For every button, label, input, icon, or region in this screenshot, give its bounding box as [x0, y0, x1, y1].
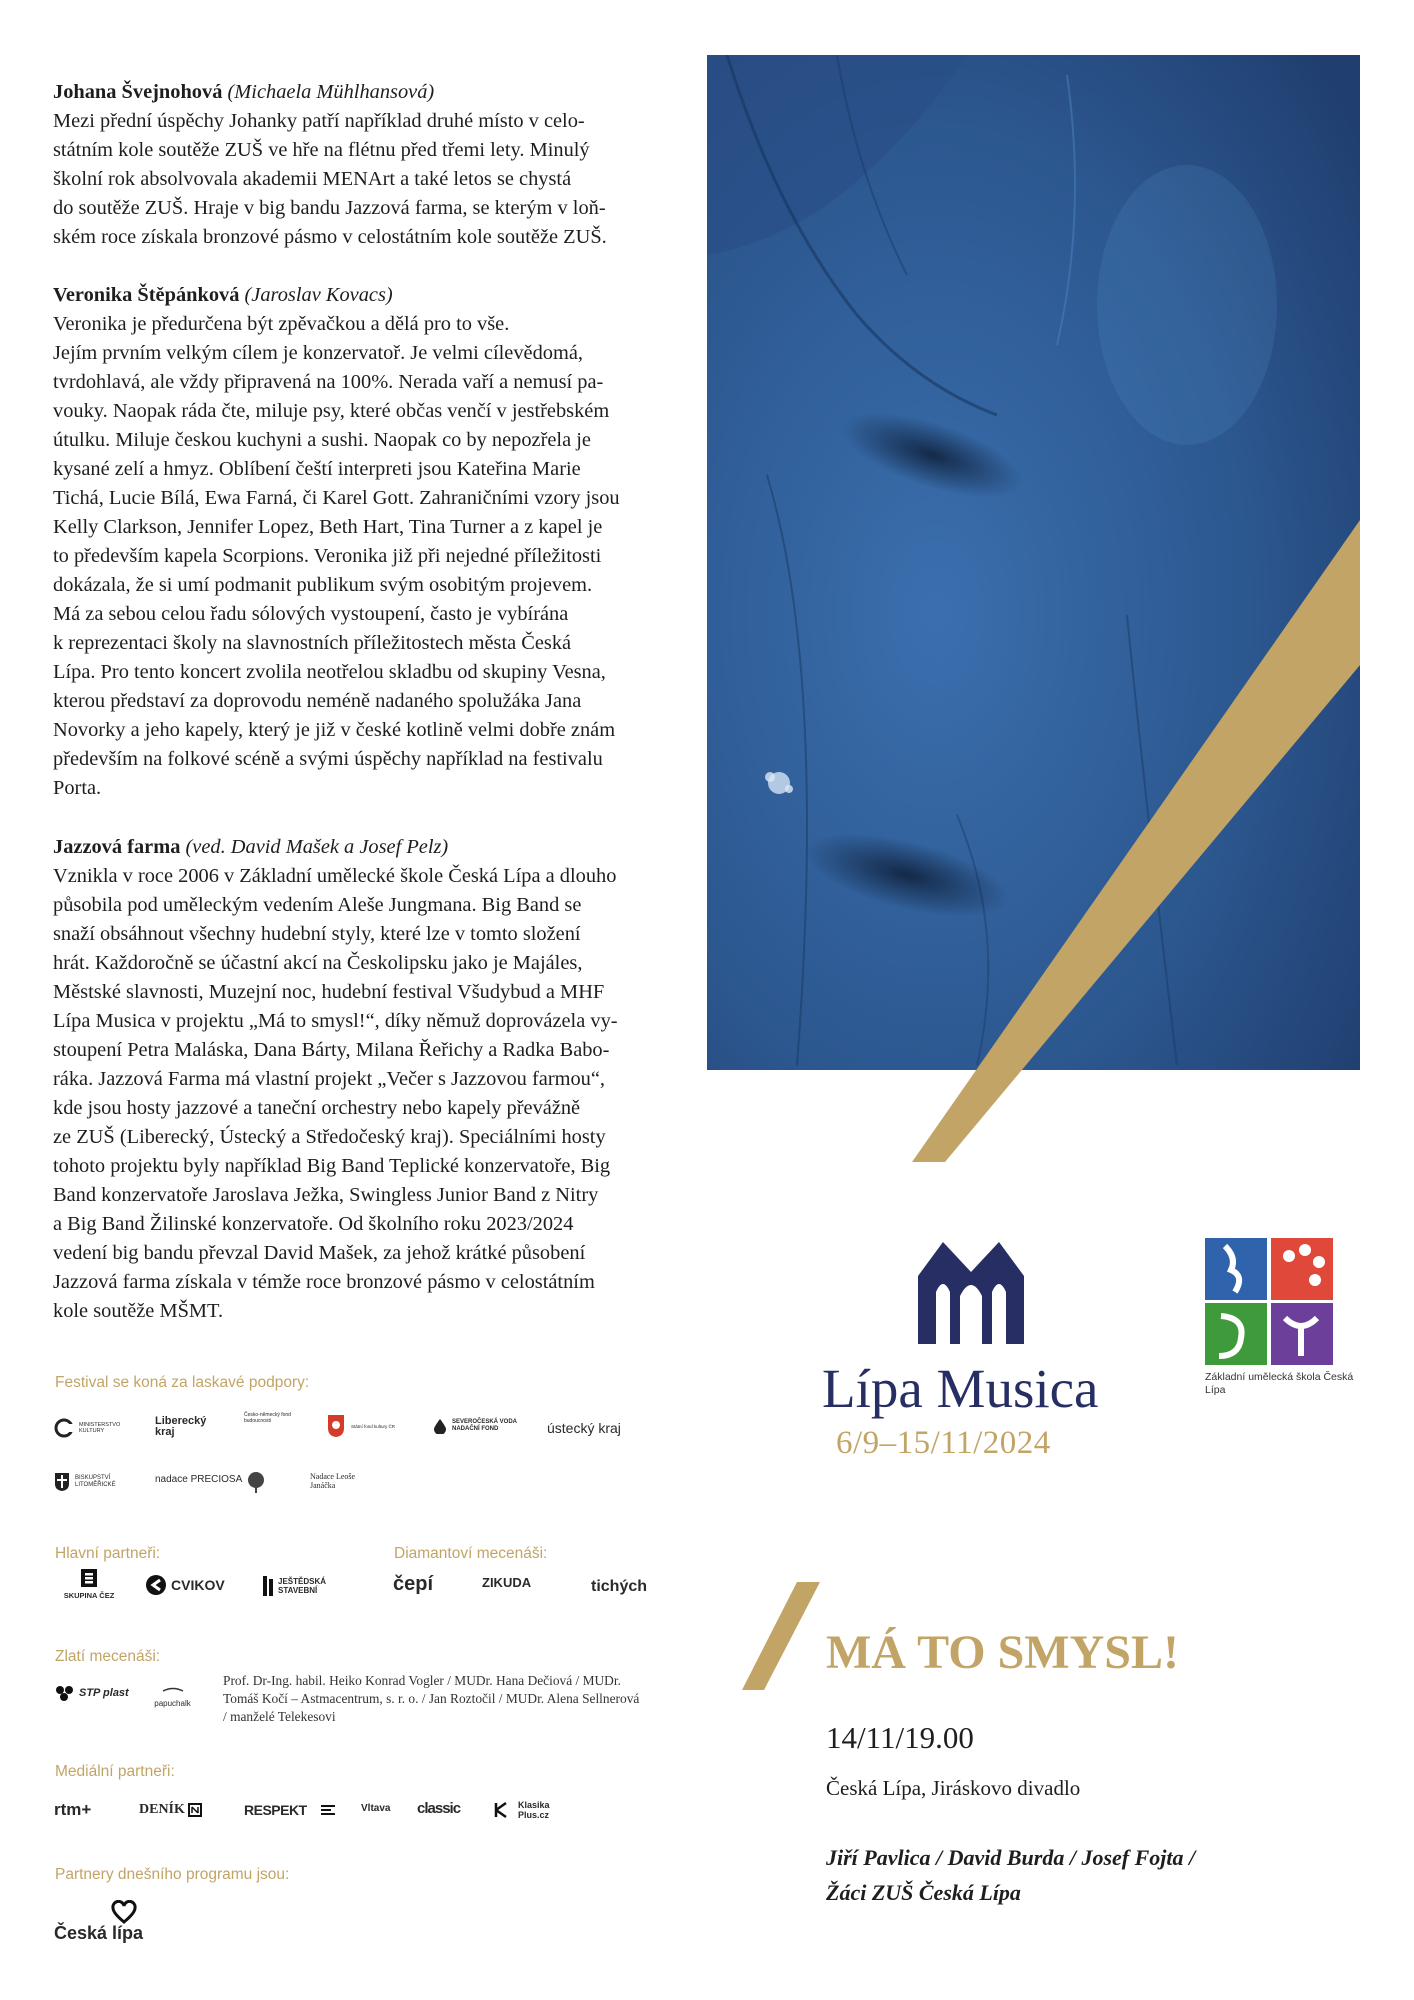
gold-label: Zlatí mecenáši:: [55, 1648, 161, 1665]
bio-line: tvrdohlavá, ale vždy připravená na 100%. Nerada vaří a nemusí pa-: [53, 371, 604, 393]
bio-line: hrát. Každoročně se účastní akcí na Českolipsku jako je Majáles,: [53, 952, 583, 974]
jestedska-icon: [262, 1575, 274, 1597]
ct-logo: [320, 1803, 336, 1821]
bio-line: Jazzová farma získala v témže roce bronzové pásmo v celostátním: [53, 1271, 595, 1293]
bio-name: Jazzová farma: [53, 836, 181, 858]
lipa-musica-arch-icon: [918, 1234, 1024, 1344]
bio-line: vouky. Naopak ráda čte, miluje psy, které občas venčí v jestřebském: [53, 400, 610, 422]
bio-name: Johana Švejnohová: [53, 81, 223, 103]
bird-icon: [161, 1686, 185, 1696]
ceska-lipa-logo: Česká lípa: [54, 1900, 144, 1942]
gold-donors-list: Prof. Dr-Ing. habil. Heiko Konrad Vogler / MUDr. Hana Dečiová / MUDr. Tomáš Kočí – Astmacentrum, s. r. o. / Jan Roztočil / MUDr. Alena Sellnerová / manželé Telekesovi: [223, 1673, 640, 1724]
biskupstvi-logo: BISKUPSTVÍ LITOMĚŘICKÉ: [54, 1472, 130, 1492]
bio-line: Má za sebou celou řadu sólových vystoupení, často je vybírána: [53, 603, 569, 625]
lipa-heart-icon: [111, 1900, 137, 1924]
nadace-preciosa-logo: nadace PRECIOSA: [155, 1474, 243, 1485]
bio-line: snaží obsáhnout všechny hudební styly, které lze v tomto složení: [53, 923, 581, 945]
rtm-logo: rtm+: [54, 1800, 92, 1819]
main-partners-label: Hlavní partneři:: [55, 1545, 161, 1562]
diocese-shield-icon: [54, 1472, 70, 1492]
ministerstvo-icon: [54, 1418, 74, 1438]
bio-line: Lípa Musica v projektu „Má to smysl!“, díky němuž doprovázela vy-: [53, 1010, 618, 1032]
bio-line: stoupení Petra Maláska, Dana Bárty, Milana Řeřichy a Radka Babo-: [53, 1039, 610, 1061]
bio-line: to především kapela Scorpions. Veronika již při nejedné příležitosti: [53, 545, 602, 567]
cez-logo: SKUPINA ČEZ: [54, 1568, 124, 1600]
bio-teacher: (Jaroslav Kovacs): [244, 284, 393, 306]
concert-venue: Česká Lípa, Jiráskovo divadlo: [826, 1776, 1081, 1800]
diamond-label: Diamantoví mecenáši:: [394, 1545, 548, 1562]
bio-line: Band konzervatoře Jaroslava Ježka, Swingless Junior Band z Nitry: [53, 1184, 599, 1206]
denik-icon: [188, 1803, 202, 1817]
gold-slash-mark: [742, 1582, 822, 1692]
bio-line: Vznikla v roce 2006 v Základní umělecké škole Česká Lípa a dlouho: [53, 865, 617, 887]
cvikov-logo: CVIKOV: [145, 1574, 225, 1596]
papuchalk-logo: papuchalk: [145, 1684, 200, 1708]
klasika-icon: [492, 1801, 514, 1819]
media-label: Mediální partneři:: [55, 1763, 175, 1780]
cover-painting: [707, 55, 1360, 1070]
bio-heading: [53, 281, 673, 310]
bio-line: Kelly Clarkson, Jennifer Lopez, Beth Hart, Tina Turner a z kapel je: [53, 516, 603, 538]
zus-logo-icon: [1205, 1238, 1333, 1365]
bio-jazzova-farma: [53, 833, 673, 1326]
bio-line: k reprezentaci školy na slavnostních příležitostech města Česká: [53, 632, 572, 654]
bio-line: ském roce získala bronzové pásmo v celostátním kole soutěže ZUŠ.: [53, 226, 607, 248]
sfk-logo: Státní fond kultury ČR: [327, 1414, 411, 1438]
water-drop-icon: [433, 1418, 447, 1434]
bio-veronika: [53, 281, 673, 803]
festival-name: Lípa Musica: [822, 1358, 1099, 1419]
bio-heading: [53, 78, 673, 107]
bio-line: Městské slavnosti, Muzejní noc, hudební festival Všudybud a MHF: [53, 981, 605, 1003]
bio-teacher: (Michaela Mühlhansová): [227, 81, 435, 103]
bio-line: Mezi přední úspěchy Johanky patří například druhé místo v celo-: [53, 110, 585, 132]
bio-line: a Big Band Žilinské konzervatoře. Od školního roku 2023/2024: [53, 1213, 574, 1235]
bio-line: Porta.: [53, 777, 102, 799]
concert-time: 14/11/19.00: [826, 1720, 974, 1755]
bio-line: kysané zelí a hmyz. Oblíbení čeští interpreti jsou Kateřina Marie: [53, 458, 581, 480]
bio-line: Novorky a jeho kapely, který je již v české kotlině velmi dobře znám: [53, 719, 616, 741]
tree-icon: [244, 1470, 268, 1494]
tichych-logo: tichých: [591, 1578, 648, 1595]
bio-name: Veronika Štěpánková: [53, 284, 240, 306]
bio-line: vedení big bandu převzal David Mašek, za jehož krátké působení: [53, 1242, 586, 1264]
nadace-janacek-logo: Nadace Leoše Janáčka: [310, 1472, 356, 1490]
stp-icon: [54, 1684, 76, 1702]
klasika-plus-logo: Klasika Plus.cz: [492, 1800, 556, 1820]
cepi-logo: čepí: [393, 1573, 434, 1595]
cez-icon: [78, 1568, 100, 1588]
severoceska-voda-logo: SEVEROČESKÁ VODA NADAČNÍ FOND: [433, 1418, 522, 1434]
bio-line: ze ZUŠ (Liberecký, Ústecký a Středočeský kraj). Speciálními hosty: [53, 1126, 606, 1148]
bio-line: tohoto projektu byly například Big Band Teplické konzervatoře, Big: [53, 1155, 611, 1177]
vltava-logo: Vltava: [361, 1803, 391, 1814]
denik-logo: DENÍK: [139, 1803, 202, 1817]
bio-line: do soutěže ZUŠ. Hraje v big bandu Jazzová farma, se kterým v loň-: [53, 197, 606, 219]
zikuda-logo: ZIKUDA: [482, 1575, 532, 1590]
bio-line: Lípa. Pro tento koncert zvolila neotřelou skladbu od skupiny Vesna,: [53, 661, 606, 683]
ustecky-kraj-logo: ústecký kraj: [547, 1420, 621, 1436]
zus-caption: Základní umělecká škola Česká Lípa: [1205, 1371, 1354, 1396]
bio-line: školní rok absolvovala akademii MENArt a také letos se chystá: [53, 168, 572, 190]
bio-johana: [53, 78, 673, 252]
ministerstvo-kultury-logo: MINISTERSTVO KULTURY: [54, 1418, 129, 1438]
bio-line: Tichá, Lucie Bílá, Ewa Farná, či Karel Gott. Zahraničními vzory jsou: [53, 487, 620, 509]
bio-teacher: (ved. David Mašek a Josef Pelz): [185, 836, 449, 858]
czech-lion-icon: [327, 1414, 345, 1438]
festival-dates: 6/9–15/11/2024: [836, 1425, 1051, 1461]
cvikov-icon: [145, 1574, 167, 1596]
concert-title: MÁ TO SMYSL!: [826, 1626, 1179, 1679]
program-partners-label: Partnery dnešního programu jsou:: [55, 1866, 290, 1883]
ceskonemecky-fond-logo: Česko-německý fond budoucnosti: [244, 1412, 291, 1424]
support-label: Festival se koná za laskavé podpory:: [55, 1374, 310, 1391]
bio-line: působila pod uměleckým vedením Aleše Jungmana. Big Band se: [53, 894, 582, 916]
bio-line: státním kole soutěže ZUŠ ve hře na flétnu před třemi lety. Minulý: [53, 139, 590, 161]
bio-line: kole soutěže MŠMT.: [53, 1300, 224, 1322]
bio-line: kde jsou hosty jazzové a taneční orchestry nebo kapely převážně: [53, 1097, 581, 1119]
bio-line: Jejím prvním velkým cílem je konzervatoř. Je velmi cílevědomá,: [53, 342, 583, 364]
bio-line: kterou představí za doprovodu neméně nadaného spolužáka Jana: [53, 690, 582, 712]
classic-logo: classic: [417, 1800, 461, 1817]
liberecky-kraj-logo: Liberecký kraj: [155, 1415, 207, 1438]
bio-line: Veronika je předurčena být zpěvačkou a dělá pro to vše.: [53, 313, 510, 335]
bio-line: dokázala, že si umí podmanit publikum svým osobitým projevem.: [53, 574, 593, 596]
bio-line: především na folkové scéně a svými úspěchy například na festivalu: [53, 748, 603, 770]
respekt-logo: RESPEKT: [244, 1802, 307, 1818]
performers-line: Žáci ZUŠ Česká Lípa: [826, 1880, 1021, 1905]
performers: [826, 1840, 1296, 1910]
jestedska-stavebni-logo: JEŠTĚDSKÁ STAVEBNÍ: [262, 1575, 338, 1597]
bio-heading: [53, 833, 673, 862]
bio-line: ráka. Jazzová Farma má vlastní projekt „Večer s Jazzovou farmou“,: [53, 1068, 606, 1090]
tree-logo: [244, 1470, 268, 1498]
performers-line: Jiří Pavlica / David Burda / Josef Fojta /: [826, 1845, 1196, 1870]
ct-icon: [320, 1803, 336, 1817]
bio-line: útulku. Miluje českou kuchyni a sushi. Naopak co by nepozřela je: [53, 429, 591, 451]
stp-plast-logo: STP plast: [54, 1684, 129, 1702]
